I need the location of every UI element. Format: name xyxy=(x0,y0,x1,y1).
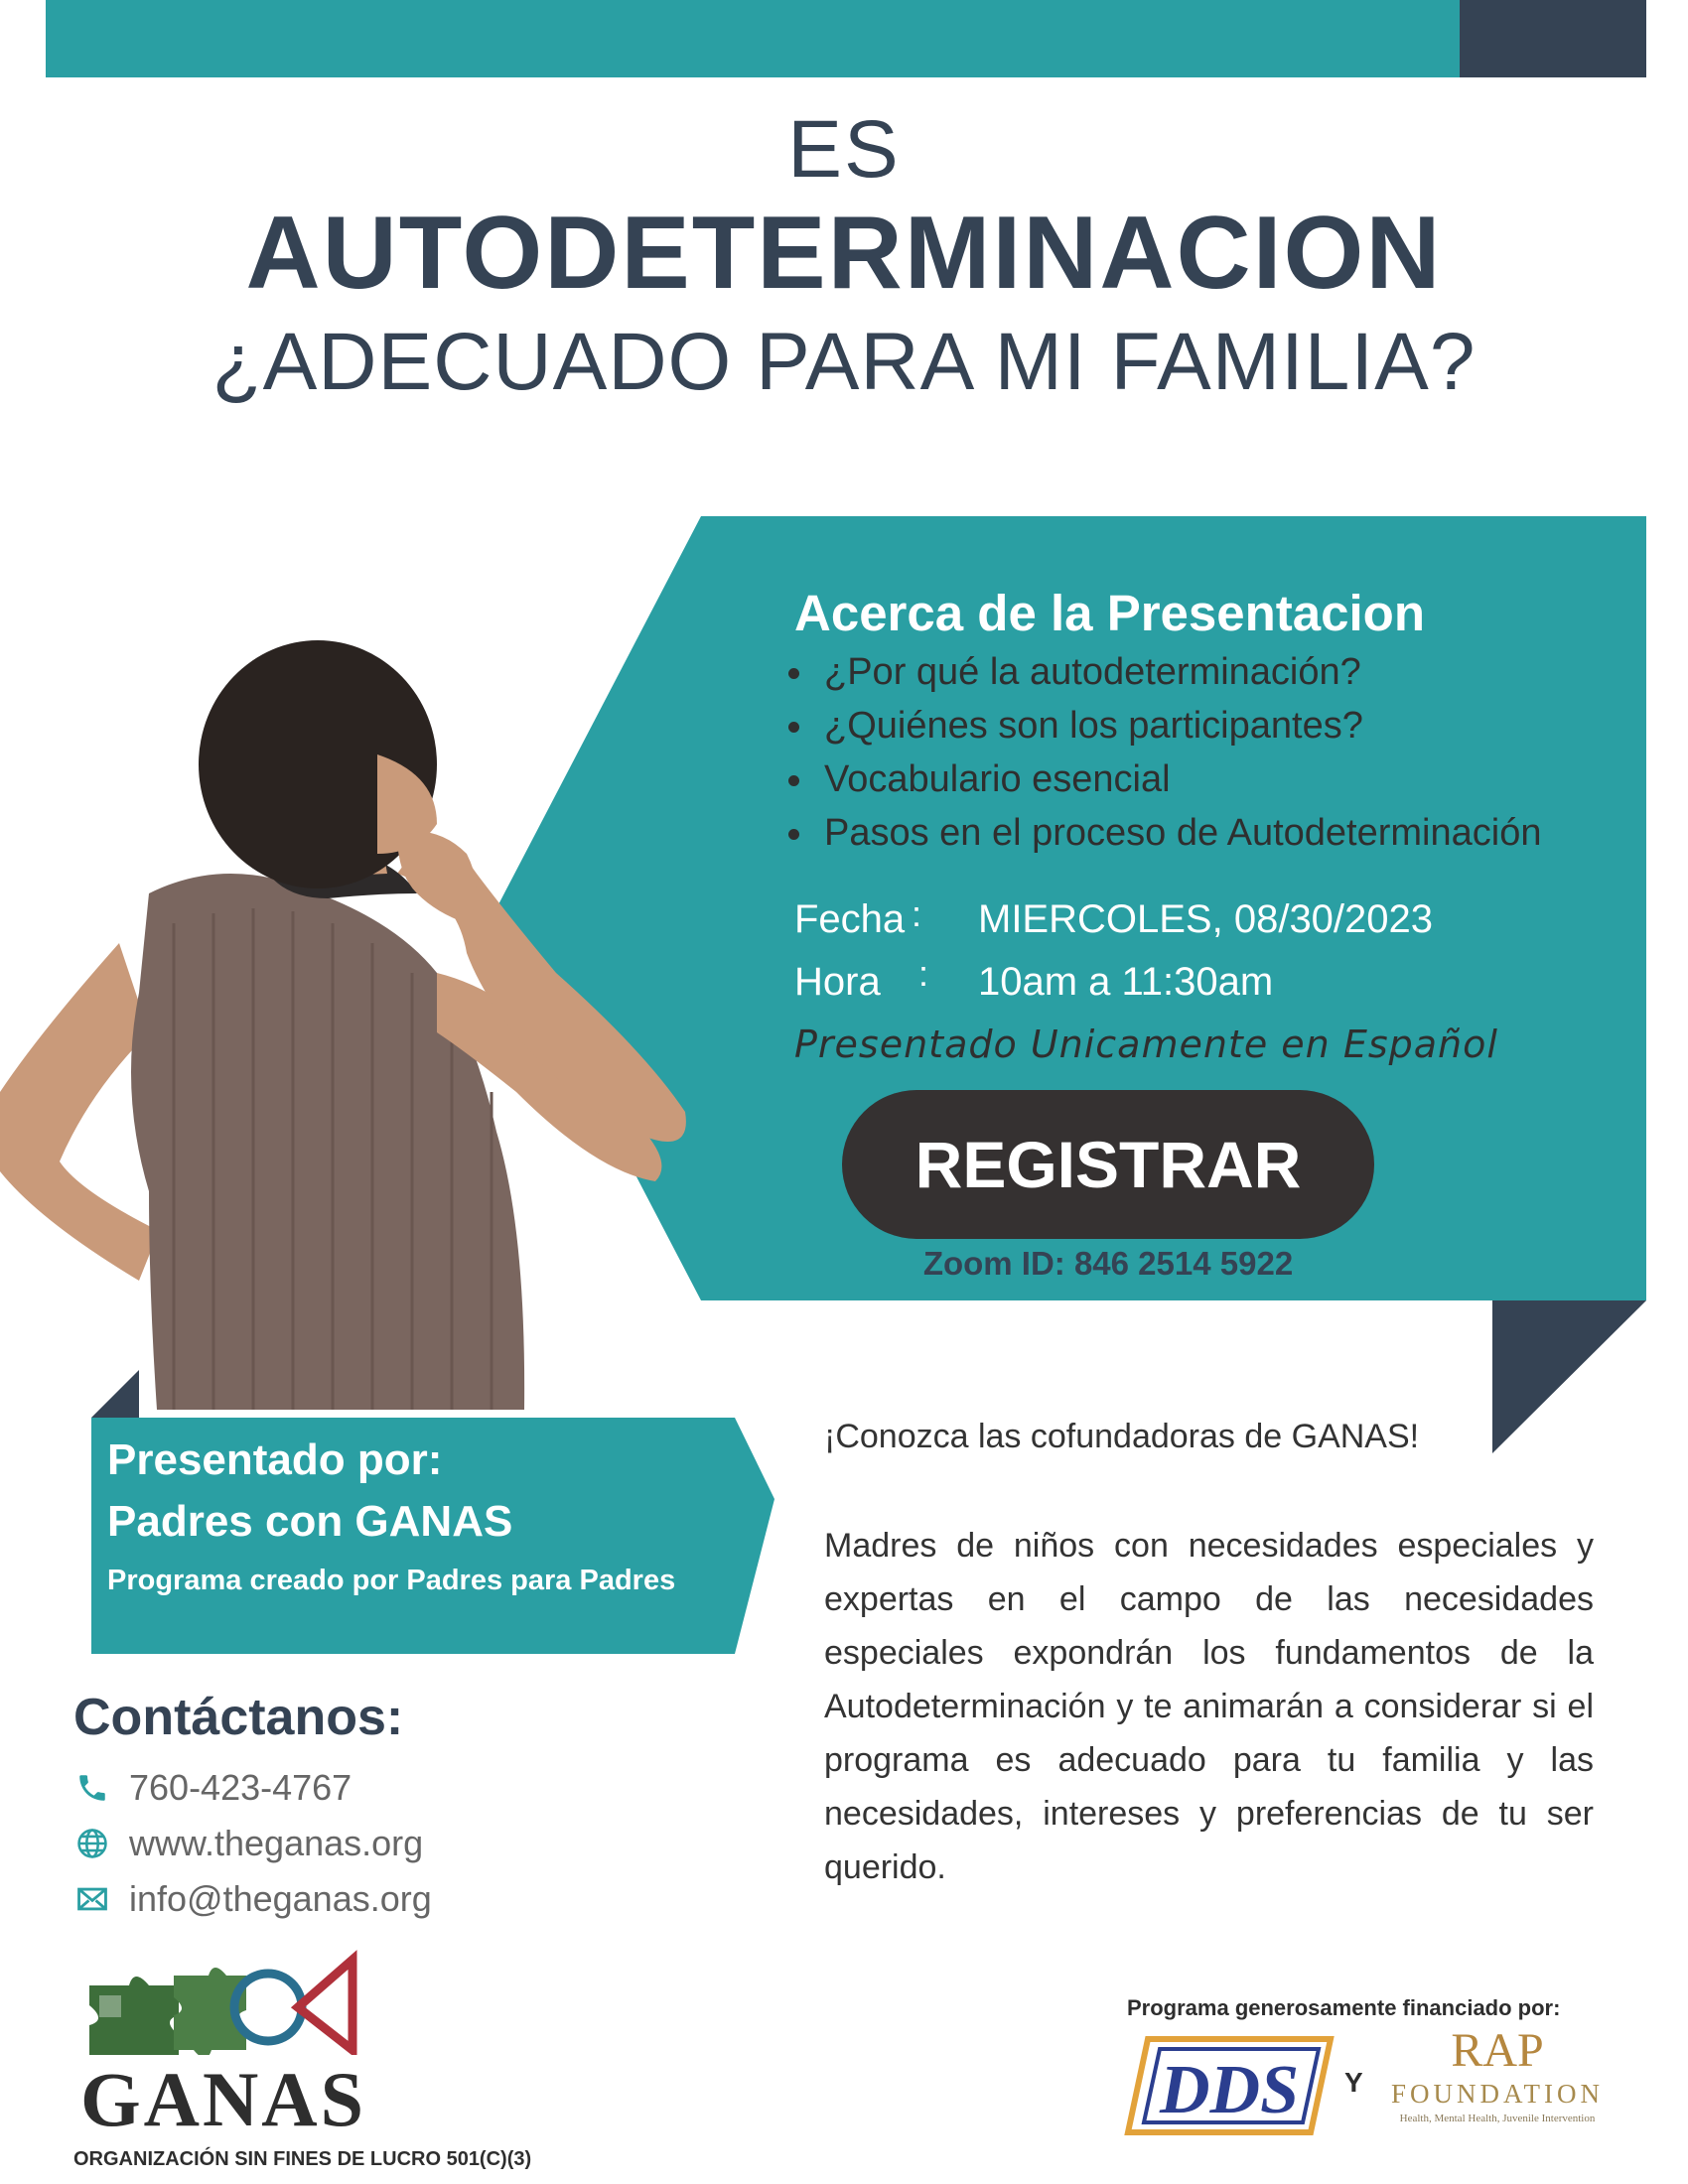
rap-tagline: Health, Mental Health, Juvenile Intervention xyxy=(1399,2113,1596,2124)
nonprofit-status: ORGANIZACIÓN SIN FINES DE LUCRO 501(C)(3) xyxy=(73,2148,532,2170)
dds-logo-text: DDS xyxy=(1159,2052,1300,2128)
rap-foundation-logo xyxy=(1388,2025,1607,2126)
headline-line-1: ES xyxy=(787,104,901,195)
email-link[interactable]: info@theganas.org xyxy=(129,1878,432,1919)
headline-title: AUTODETERMINACION xyxy=(245,196,1443,311)
about-title: Acerca de la Presentacion xyxy=(794,585,1425,641)
date-value: MIERCOLES, 08/30/2023 xyxy=(978,897,1434,941)
contact-phone-row[interactable] xyxy=(71,1763,352,1813)
description-body: Madres de niños con necesidades especiales y expertas en el campo de las necesidades especiales expondrán los fundamentos de la Autodeterminación y te animarán a considerar si el programa es adecuado para tu familia y las necesidades, intereses y preferencias de tu ser querido. xyxy=(824,1527,1594,1886)
globe-icon xyxy=(71,1823,113,1864)
funding-label: Programa generosamente financiado por: xyxy=(1127,1995,1561,2020)
website-link[interactable]: www.theganas.org xyxy=(129,1823,424,1863)
contact-website-row[interactable] xyxy=(71,1819,423,1868)
presented-by-label: Presentado por: xyxy=(107,1435,443,1484)
date-colon: : xyxy=(912,893,922,934)
phone-icon xyxy=(71,1767,113,1809)
corner-triangle-left xyxy=(91,1370,139,1418)
mail-icon xyxy=(71,1878,113,1920)
cofounders-heading: ¡Conozca las cofundadoras de GANAS! xyxy=(824,1418,1420,1455)
ganas-logo-text: GANAS xyxy=(79,2056,367,2142)
list-item: ¿Por qué la autodeterminación? xyxy=(784,645,1541,699)
corner-triangle-right xyxy=(1492,1300,1646,1453)
rap-foundation-text: FOUNDATION xyxy=(1391,2079,1604,2109)
rap-logo-text: RAP xyxy=(1451,2024,1544,2077)
ganas-logo-mark xyxy=(79,1946,377,2055)
list-item: Pasos en el proceso de Autodeterminación xyxy=(784,806,1541,860)
language-note: Presentado Unicamente en Español xyxy=(794,1023,1498,1066)
time-value: 10am a 11:30am xyxy=(978,960,1274,1004)
time-label: Hora xyxy=(794,960,881,1004)
register-button[interactable]: REGISTRAR xyxy=(842,1090,1374,1239)
date-label: Fecha xyxy=(794,897,906,941)
contact-title: Contáctanos: xyxy=(73,1689,404,1746)
presenter-name: Padres con GANAS xyxy=(107,1497,513,1546)
time-colon: : xyxy=(918,953,929,994)
funding-conjunction: Y xyxy=(1344,2067,1363,2098)
list-item: Vocabulario esencial xyxy=(784,752,1541,806)
dds-logo xyxy=(1120,2031,1338,2140)
phone-number[interactable]: 760-423-4767 xyxy=(129,1767,352,1808)
presenter-tagline: Programa creado por Padres para Padres xyxy=(107,1565,676,1596)
headline-question: ¿ADECUADO PARA MI FAMILIA? xyxy=(211,317,1477,407)
about-topics-list xyxy=(784,645,1541,860)
zoom-id: Zoom ID: 846 2514 5922 xyxy=(922,1245,1294,1282)
list-item: ¿Quiénes son los participantes? xyxy=(784,699,1541,752)
contact-email-row[interactable] xyxy=(71,1874,432,1924)
